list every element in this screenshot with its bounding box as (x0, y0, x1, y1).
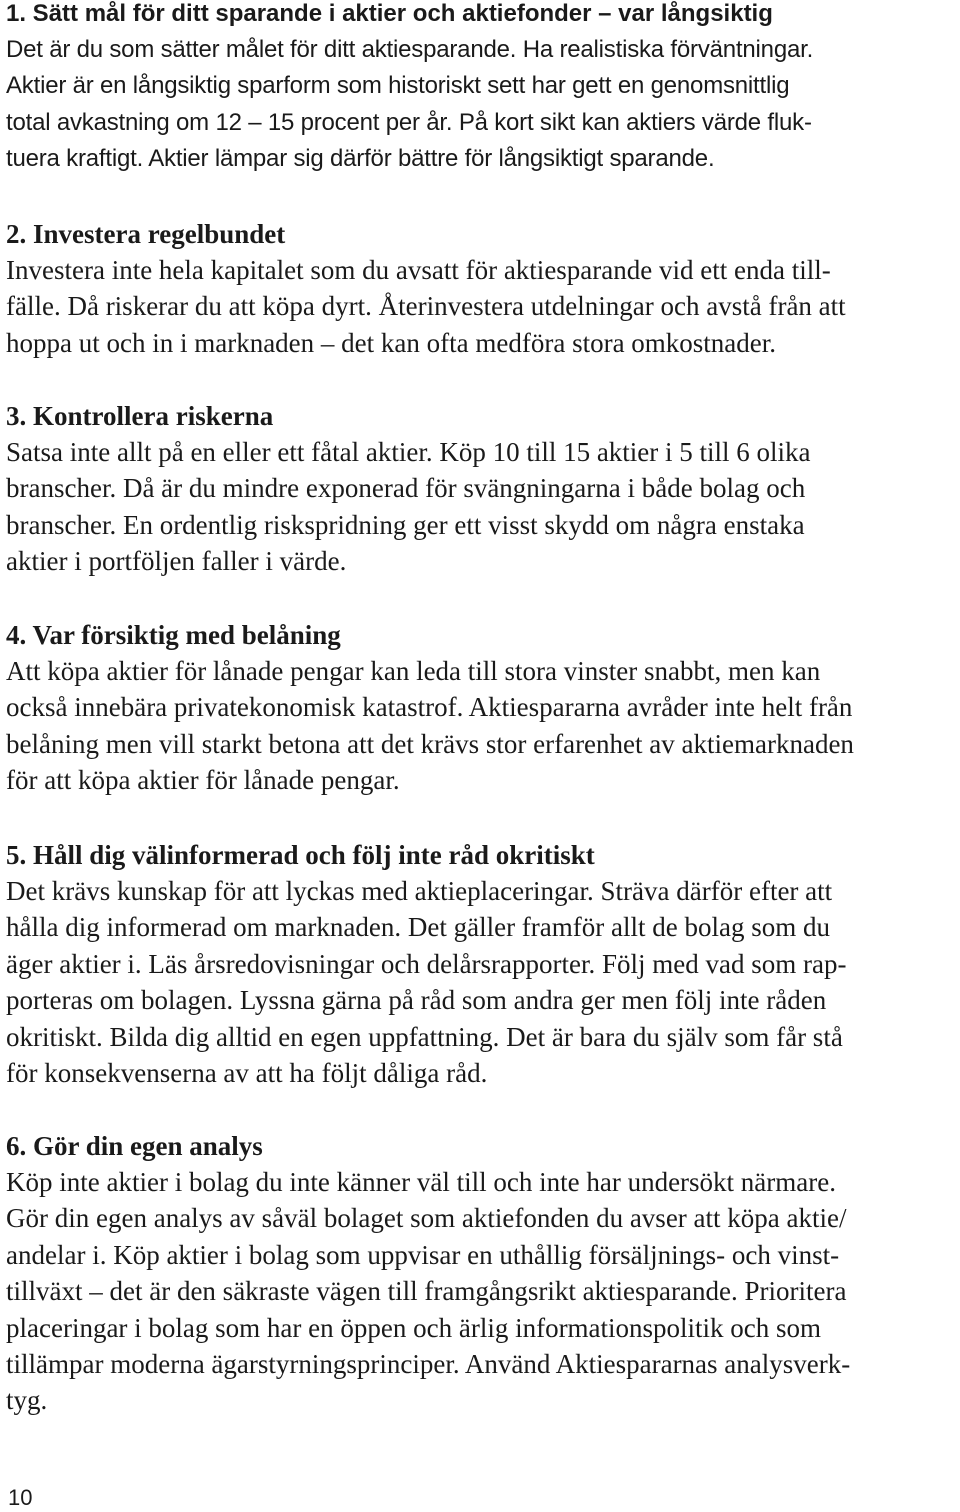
section-heading: 6. Gör din egen analys (6, 1131, 263, 1161)
body-line: placeringar i bolag som har en öppen och ärlig informationspolitik och som (6, 1312, 822, 1343)
section-1 (6, 0, 813, 178)
body-line: fälle. Då riskerar du att köpa dyrt. Återinvestera utdelningar och avstå från att (6, 291, 846, 322)
section-5 (6, 837, 846, 1091)
section-heading: 4. Var försiktig med belåning (6, 620, 341, 650)
body-line: Satsa inte allt på en eller ett fåtal aktier. Köp 10 till 15 aktier i 5 till 6 olika (6, 437, 811, 467)
body-line: andelar i. Köp aktier i bolag som uppvisar en uthållig försäljnings- och vinst- (6, 1239, 840, 1270)
body-line: Aktier är en långsiktig sparform som historiskt sett har gett en genomsnittlig (6, 72, 790, 100)
section-3 (6, 398, 811, 580)
body-line: branscher. Då är du mindre exponerad för svängningarna i både bolag och (6, 473, 806, 504)
section-heading: 1. Sätt mål för ditt sparande i aktier och aktiefonder – var långsiktig (6, 0, 773, 27)
body-line: Köp inte aktier i bolag du inte känner väl till och inte har undersökt närmare. (6, 1167, 836, 1197)
body-line: belåning men vill starkt betona att det krävs stor erfarenhet av aktiemarknaden (6, 728, 854, 759)
body-line: tillväxt – det är den säkraste vägen till framgångsrikt aktiesparande. Prioritera (6, 1276, 847, 1307)
section-2 (6, 216, 846, 361)
body-line: tuera kraftigt. Aktier lämpar sig därför bättre för långsiktigt sparande. (6, 145, 715, 173)
body-line: Gör din egen analys av såväl bolaget som aktiefonden du avser att köpa aktie/ (6, 1203, 847, 1234)
body-line: branscher. En ordentlig riskspridning ger ett visst skydd om några enstaka (6, 509, 805, 540)
section-heading: 5. Håll dig välinformerad och följ inte råd okritiskt (6, 840, 595, 870)
body-line: för konsekvenserna av att ha följt dåliga råd. (6, 1058, 488, 1089)
body-line: hoppa ut och in i marknaden – det kan ofta medföra stora omkostnader. (6, 327, 777, 358)
body-line: för att köpa aktier för lånade pengar. (6, 765, 400, 796)
section-heading: 2. Investera regelbundet (6, 219, 286, 249)
body-line: Det är du som sätter målet för ditt aktiesparande. Ha realistiska förväntningar. (6, 36, 814, 63)
body-line: total avkastning om 12 – 15 procent per år. På kort sikt kan aktiers värde fluk- (6, 108, 812, 136)
body-line: Investera inte hela kapitalet som du avsatt för aktiesparande vid ett enda till- (6, 255, 831, 285)
body-line: tyg. (6, 1385, 48, 1416)
section-heading: 3. Kontrollera riskerna (6, 401, 274, 431)
body-line: hålla dig informerad om marknaden. Det gäller framför allt de bolag som du (6, 912, 830, 943)
body-line: tillämpar moderna ägarstyrningsprinciper. Använd Aktiespararnas analysverk- (6, 1349, 851, 1380)
body-line: okritiskt. Bilda dig alltid en egen uppfattning. Det är bara du själv som får stå (6, 1021, 843, 1052)
body-line: Att köpa aktier för lånade pengar kan leda till stora vinster snabbt, men kan (6, 656, 821, 686)
body-line: aktier i portföljen faller i värde. (6, 546, 347, 577)
section-6 (6, 1128, 850, 1419)
section-4 (6, 617, 854, 799)
body-line: Det krävs kunskap för att lyckas med aktieplaceringar. Sträva därför efter att (6, 876, 833, 906)
body-line: också innebära privatekonomisk katastrof. Aktiespararna avråder inte helt från (6, 692, 853, 723)
body-line: äger aktier i. Läs årsredovisningar och delårsrapporter. Följ med vad som rap- (6, 948, 847, 979)
page-number: 10 (8, 1485, 33, 1510)
body-line: porteras om bolagen. Lyssna gärna på råd som andra ger men följ inte råden (6, 985, 827, 1016)
